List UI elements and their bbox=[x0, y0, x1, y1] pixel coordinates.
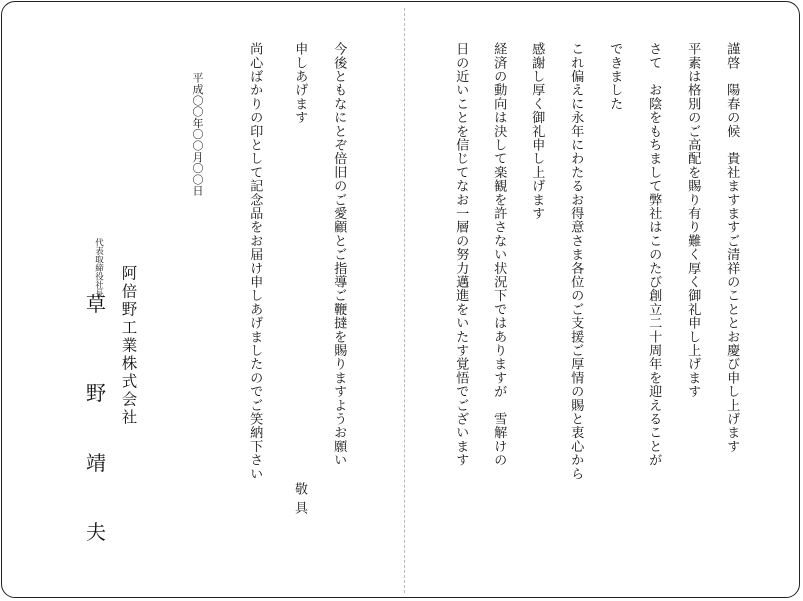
letter-line-5: これ偏えに永年にわたるお得意さま各位のご支援ご厚情の賜と衷心から bbox=[568, 42, 584, 481]
fold-line bbox=[404, 8, 405, 593]
signer-title: 代表取締役社長 bbox=[93, 238, 104, 298]
company-name: 阿倍野工業株式会社 bbox=[119, 265, 138, 427]
signer-name-char-4: 夫 bbox=[86, 520, 106, 544]
letter-line-8: 日の近いことを信じてなお一層の努力邁進をいたす覚悟でございます bbox=[453, 42, 469, 467]
closing-phrase: 敬具 bbox=[292, 482, 307, 520]
signer-name-char-2: 野 bbox=[86, 381, 106, 405]
letter-line-3: さて お陰をもちまして弊社はこのたび創立二十周年を迎えることが bbox=[646, 42, 662, 467]
letter-line-9: 今後ともなにとぞ倍旧のご愛顧とご指導ご鞭撻を賜りますようお願い bbox=[331, 42, 347, 467]
signer-name-char-1: 草 bbox=[86, 292, 106, 316]
signer-name-char-3: 靖 bbox=[86, 451, 106, 475]
letter-line-2: 平素は格別のご高配を賜り有り難く厚く御礼申し上げます bbox=[685, 42, 701, 399]
greeting-card bbox=[1, 1, 800, 598]
letter-line-11: 尚心ばかりの印として記念品をお届け申しあげましたのでご笑納下さい bbox=[247, 42, 263, 481]
letter-date: 平成〇〇年〇〇月〇〇日 bbox=[191, 72, 204, 197]
letter-line-4: できました bbox=[607, 42, 623, 111]
letter-line-6: 感謝し厚く御礼申し上げます bbox=[529, 42, 545, 221]
letter-line-7: 経済の動向は決して楽観を許さない状況下ではありますが 雪解けの bbox=[491, 42, 507, 467]
letter-line-1: 謹啓 陽春の候 貴社ますますご清祥のこととお慶び申し上げます bbox=[724, 42, 740, 453]
letter-line-10: 申しあげます bbox=[292, 42, 308, 125]
